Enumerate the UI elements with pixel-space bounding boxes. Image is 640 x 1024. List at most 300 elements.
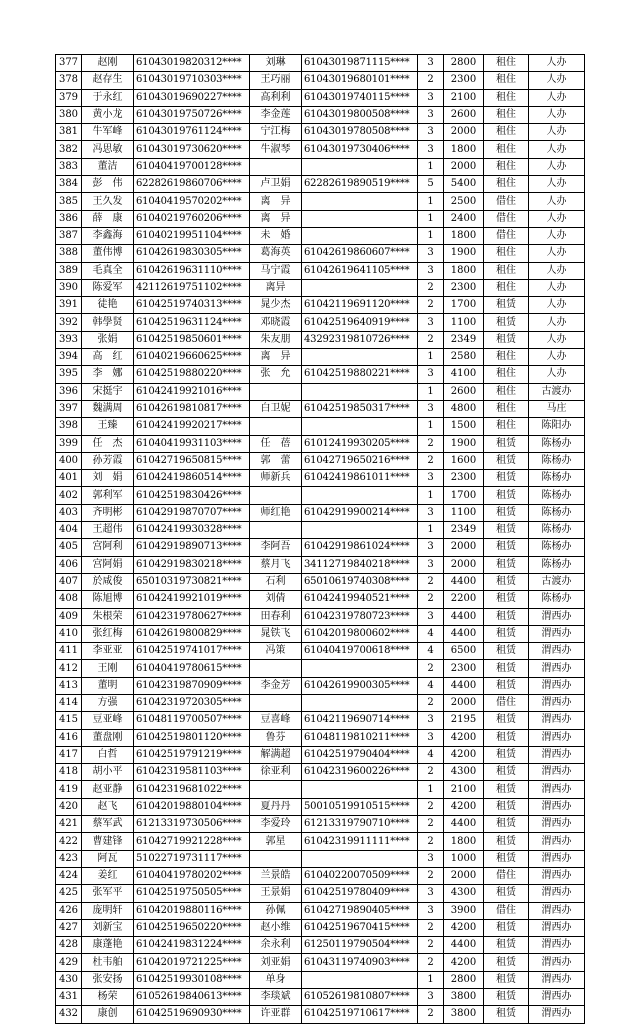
spouse-id: 61042319911111****	[302, 833, 418, 850]
income: 1800	[444, 833, 484, 850]
row-number: 426	[56, 902, 82, 919]
housing-status: 租住	[484, 124, 529, 141]
household-size: 2	[418, 452, 444, 469]
applicant-id: 61042519850601****	[134, 331, 250, 348]
row-number: 385	[56, 193, 82, 210]
household-size: 2	[418, 279, 444, 296]
applicant-name: 毛真全	[82, 262, 134, 279]
spouse-name	[250, 418, 302, 435]
applicant-name: 白哲	[82, 746, 134, 763]
applicant-id: 61052619840613****	[134, 989, 250, 1006]
table-row	[56, 504, 585, 521]
applicant-id: 61042519791219****	[134, 746, 250, 763]
applicant-id: 61042719650815****	[134, 452, 250, 469]
household-size: 2	[418, 694, 444, 711]
table-row	[56, 262, 585, 279]
table-row	[56, 850, 585, 867]
income: 2400	[444, 210, 484, 227]
housing-status: 租赁	[484, 885, 529, 902]
table-row	[56, 158, 585, 175]
office: 人办	[529, 158, 585, 175]
office: 马庄	[529, 400, 585, 417]
office: 人办	[529, 245, 585, 262]
office: 渭西办	[529, 798, 585, 815]
table-row	[56, 712, 585, 729]
spouse-name	[250, 781, 302, 798]
applicant-name: 李亚亚	[82, 643, 134, 660]
spouse-name: 蔡月飞	[250, 556, 302, 573]
table-row	[56, 867, 585, 884]
income: 2300	[444, 72, 484, 89]
row-number: 384	[56, 176, 82, 193]
row-number: 379	[56, 89, 82, 106]
spouse-id: 61043019730406****	[302, 141, 418, 158]
spouse-id	[302, 487, 418, 504]
table-row	[56, 331, 585, 348]
income: 3800	[444, 989, 484, 1006]
spouse-name: 马宁霞	[250, 262, 302, 279]
office: 人办	[529, 227, 585, 244]
household-size: 3	[418, 608, 444, 625]
table-row	[56, 141, 585, 158]
applicant-name: 方强	[82, 694, 134, 711]
row-number: 428	[56, 937, 82, 954]
office: 渭西办	[529, 1006, 585, 1023]
income: 3900	[444, 902, 484, 919]
applicant-name: 朱根荣	[82, 608, 134, 625]
spouse-id: 61042319600226****	[302, 764, 418, 781]
row-number: 412	[56, 660, 82, 677]
table-row	[56, 452, 585, 469]
income: 2349	[444, 522, 484, 539]
spouse-name: 鲁芬	[250, 729, 302, 746]
office: 陈杨办	[529, 470, 585, 487]
office: 渭西办	[529, 989, 585, 1006]
applicant-name: 李 娜	[82, 366, 134, 383]
office: 陈杨办	[529, 591, 585, 608]
applicant-name: 杜韦舶	[82, 954, 134, 971]
household-size: 1	[418, 487, 444, 504]
applicant-name: 于永红	[82, 89, 134, 106]
household-size: 3	[418, 400, 444, 417]
spouse-name: 李金芳	[250, 677, 302, 694]
applicant-id: 61042619810817****	[134, 400, 250, 417]
housing-status: 租赁	[484, 971, 529, 988]
row-number: 411	[56, 643, 82, 660]
housing-status: 租住	[484, 366, 529, 383]
spouse-name: 田春利	[250, 608, 302, 625]
income: 4400	[444, 816, 484, 833]
applicant-name: 魏满周	[82, 400, 134, 417]
spouse-id: 61042119690714****	[302, 712, 418, 729]
office: 陈杨办	[529, 435, 585, 452]
applicant-name: 刘新宝	[82, 919, 134, 936]
income: 2100	[444, 89, 484, 106]
applicant-name: 郭利军	[82, 487, 134, 504]
applicant-name: 杨荣	[82, 989, 134, 1006]
row-number: 408	[56, 591, 82, 608]
household-size: 2	[418, 297, 444, 314]
row-number: 407	[56, 573, 82, 590]
applicant-id: 61043019750726****	[134, 106, 250, 123]
household-size: 3	[418, 556, 444, 573]
applicant-id: 61042319720305****	[134, 694, 250, 711]
spouse-name: 宁江梅	[250, 124, 302, 141]
table-row	[56, 400, 585, 417]
row-number: 389	[56, 262, 82, 279]
spouse-name: 李琰斌	[250, 989, 302, 1006]
row-number: 397	[56, 400, 82, 417]
applicant-name: 黄小龙	[82, 106, 134, 123]
applicant-id: 61042319780627****	[134, 608, 250, 625]
row-number: 403	[56, 504, 82, 521]
applicant-name: 姜红	[82, 867, 134, 884]
row-number: 421	[56, 816, 82, 833]
household-size: 5	[418, 176, 444, 193]
applicant-id: 61042019880116****	[134, 902, 250, 919]
spouse-id: 62282619890519****	[302, 176, 418, 193]
row-number: 383	[56, 158, 82, 175]
applicant-name: 张军平	[82, 885, 134, 902]
spouse-id: 61040220070509****	[302, 867, 418, 884]
office: 渭西办	[529, 746, 585, 763]
row-number: 381	[56, 124, 82, 141]
row-number: 429	[56, 954, 82, 971]
applicant-name: 蔡军武	[82, 816, 134, 833]
income: 4400	[444, 608, 484, 625]
housing-status: 租赁	[484, 452, 529, 469]
spouse-name: 兰景皓	[250, 867, 302, 884]
housing-status: 借住	[484, 210, 529, 227]
spouse-name	[250, 158, 302, 175]
applicant-name: 孙芳霞	[82, 452, 134, 469]
spouse-id: 50010519910515****	[302, 798, 418, 815]
spouse-id: 61042519710617****	[302, 1006, 418, 1023]
applicant-name: 王超伟	[82, 522, 134, 539]
table-row	[56, 89, 585, 106]
spouse-id	[302, 158, 418, 175]
office: 渭西办	[529, 885, 585, 902]
spouse-name: 刘倩	[250, 591, 302, 608]
income: 1700	[444, 487, 484, 504]
household-size: 2	[418, 919, 444, 936]
household-size: 3	[418, 262, 444, 279]
row-number: 430	[56, 971, 82, 988]
table-row	[56, 418, 585, 435]
income: 4800	[444, 400, 484, 417]
income: 2000	[444, 867, 484, 884]
housing-status: 租赁	[484, 919, 529, 936]
household-size: 3	[418, 55, 444, 72]
table-row	[56, 573, 585, 590]
housing-status: 租赁	[484, 625, 529, 642]
income: 6500	[444, 643, 484, 660]
income: 2600	[444, 383, 484, 400]
applicant-id: 61042619830305****	[134, 245, 250, 262]
housing-status: 借住	[484, 193, 529, 210]
household-size: 2	[418, 435, 444, 452]
table-row	[56, 366, 585, 383]
row-number: 396	[56, 383, 82, 400]
applicant-id: 61042919830218****	[134, 556, 250, 573]
table-row	[56, 729, 585, 746]
table-row	[56, 383, 585, 400]
housing-status: 租赁	[484, 781, 529, 798]
household-size: 2	[418, 331, 444, 348]
office: 渭西办	[529, 781, 585, 798]
office: 渭西办	[529, 833, 585, 850]
spouse-id: 61043019680101****	[302, 72, 418, 89]
spouse-id	[302, 418, 418, 435]
household-size: 2	[418, 764, 444, 781]
table-row	[56, 556, 585, 573]
office: 古渡办	[529, 573, 585, 590]
spouse-name: 王巧丽	[250, 72, 302, 89]
spouse-id: 61043019780508****	[302, 124, 418, 141]
spouse-id: 61042719650216****	[302, 452, 418, 469]
income: 4300	[444, 764, 484, 781]
applicant-id: 42112619751102****	[134, 279, 250, 296]
applicant-name: 任 杰	[82, 435, 134, 452]
applicant-id: 61040219760206****	[134, 210, 250, 227]
applicant-name: 曹建锋	[82, 833, 134, 850]
table-row	[56, 954, 585, 971]
spouse-name: 豆喜峰	[250, 712, 302, 729]
spouse-id: 61042919861024****	[302, 539, 418, 556]
applicant-id: 61042019880104****	[134, 798, 250, 815]
income: 4200	[444, 729, 484, 746]
applicant-id: 61043019761124****	[134, 124, 250, 141]
spouse-id: 61048119810211****	[302, 729, 418, 746]
row-number: 418	[56, 764, 82, 781]
income: 2000	[444, 158, 484, 175]
housing-status: 租住	[484, 418, 529, 435]
spouse-name: 李阿吾	[250, 539, 302, 556]
spouse-id: 61040419700618****	[302, 643, 418, 660]
applicant-id: 61042519750505****	[134, 885, 250, 902]
housing-status: 租赁	[484, 746, 529, 763]
housing-status: 租赁	[484, 331, 529, 348]
applicant-id: 61042319870909****	[134, 677, 250, 694]
spouse-name: 邓晓霞	[250, 314, 302, 331]
spouse-name: 赵小维	[250, 919, 302, 936]
applicant-id: 61040419700128****	[134, 158, 250, 175]
housing-status: 租住	[484, 400, 529, 417]
spouse-id: 61042419940521****	[302, 591, 418, 608]
income: 2300	[444, 279, 484, 296]
spouse-id: 61042319780723****	[302, 608, 418, 625]
row-number: 427	[56, 919, 82, 936]
office: 人办	[529, 210, 585, 227]
income: 4400	[444, 573, 484, 590]
applicant-id: 61048119700507****	[134, 712, 250, 729]
household-size: 3	[418, 314, 444, 331]
applicant-id: 61042919890713****	[134, 539, 250, 556]
household-size: 3	[418, 504, 444, 521]
applicant-name: 冯思敏	[82, 141, 134, 158]
applicant-name: 宫阿利	[82, 539, 134, 556]
household-size: 4	[418, 625, 444, 642]
applicant-id: 61040219660625****	[134, 349, 250, 366]
spouse-name	[250, 487, 302, 504]
spouse-id: 65010619740308****	[302, 573, 418, 590]
spouse-name: 师新兵	[250, 470, 302, 487]
spouse-id: 61042519670415****	[302, 919, 418, 936]
spouse-id: 61250119790504****	[302, 937, 418, 954]
applicant-id: 61040219951104****	[134, 227, 250, 244]
household-size: 3	[418, 366, 444, 383]
applicant-id: 61042519930108****	[134, 971, 250, 988]
household-size: 2	[418, 591, 444, 608]
applicant-name: 王久发	[82, 193, 134, 210]
row-number: 386	[56, 210, 82, 227]
applicant-name: 王臻	[82, 418, 134, 435]
housing-status: 租赁	[484, 556, 529, 573]
row-number: 424	[56, 867, 82, 884]
spouse-id: 61042519790404****	[302, 746, 418, 763]
table-row	[56, 279, 585, 296]
row-number: 409	[56, 608, 82, 625]
office: 人办	[529, 106, 585, 123]
household-size: 3	[418, 902, 444, 919]
table-row	[56, 902, 585, 919]
spouse-id	[302, 383, 418, 400]
housing-status: 租住	[484, 383, 529, 400]
row-number: 416	[56, 729, 82, 746]
household-size: 2	[418, 867, 444, 884]
office: 渭西办	[529, 608, 585, 625]
housing-status: 租赁	[484, 937, 529, 954]
office: 陈杨办	[529, 504, 585, 521]
household-size: 2	[418, 937, 444, 954]
household-size: 1	[418, 971, 444, 988]
housing-status: 租赁	[484, 729, 529, 746]
spouse-name: 朱友朋	[250, 331, 302, 348]
applicant-name: 赵存生	[82, 72, 134, 89]
applicant-id: 61042719921228****	[134, 833, 250, 850]
office: 人办	[529, 124, 585, 141]
household-size: 1	[418, 158, 444, 175]
spouse-name	[250, 694, 302, 711]
office: 渭西办	[529, 694, 585, 711]
office: 古渡办	[529, 383, 585, 400]
applicant-name: 徒艳	[82, 297, 134, 314]
spouse-id: 61042919900214****	[302, 504, 418, 521]
income: 3800	[444, 1006, 484, 1023]
applicant-name: 王刚	[82, 660, 134, 677]
spouse-id: 61042119691120****	[302, 297, 418, 314]
office: 人办	[529, 72, 585, 89]
table-row	[56, 435, 585, 452]
row-number: 380	[56, 106, 82, 123]
income: 1000	[444, 850, 484, 867]
applicant-name: 张娟	[82, 331, 134, 348]
household-size: 2	[418, 798, 444, 815]
spouse-name: 孙佩	[250, 902, 302, 919]
table-row	[56, 539, 585, 556]
income: 2580	[444, 349, 484, 366]
spouse-id	[302, 971, 418, 988]
household-size: 2	[418, 954, 444, 971]
applicant-name: 胡小平	[82, 764, 134, 781]
row-number: 419	[56, 781, 82, 798]
office: 渭西办	[529, 764, 585, 781]
income: 4300	[444, 885, 484, 902]
applicant-name: 阿瓦	[82, 850, 134, 867]
applicant-id: 62282619860706****	[134, 176, 250, 193]
row-number: 417	[56, 746, 82, 763]
housing-status: 租赁	[484, 798, 529, 815]
income: 1100	[444, 504, 484, 521]
row-number: 420	[56, 798, 82, 815]
income: 4400	[444, 625, 484, 642]
housing-status: 租赁	[484, 608, 529, 625]
applicant-id: 61042519631124****	[134, 314, 250, 331]
table-row	[56, 660, 585, 677]
applicant-id: 61042419921019****	[134, 591, 250, 608]
office: 渭西办	[529, 971, 585, 988]
household-size: 2	[418, 573, 444, 590]
row-number: 431	[56, 989, 82, 1006]
row-number: 393	[56, 331, 82, 348]
applicant-name: 豆亚峰	[82, 712, 134, 729]
row-number: 388	[56, 245, 82, 262]
housing-status: 租住	[484, 176, 529, 193]
spouse-name: 夏丹丹	[250, 798, 302, 815]
office: 渭西办	[529, 660, 585, 677]
household-size: 3	[418, 989, 444, 1006]
applicant-name: 彭 伟	[82, 176, 134, 193]
table-row	[56, 764, 585, 781]
household-size: 3	[418, 712, 444, 729]
table-row	[56, 193, 585, 210]
office: 人办	[529, 193, 585, 210]
housing-status: 租住	[484, 279, 529, 296]
spouse-id	[302, 660, 418, 677]
spouse-id: 61042619900305****	[302, 677, 418, 694]
household-size: 3	[418, 245, 444, 262]
spouse-id: 43292319810726****	[302, 331, 418, 348]
row-number: 410	[56, 625, 82, 642]
household-size: 3	[418, 106, 444, 123]
office: 人办	[529, 279, 585, 296]
spouse-name: 张 允	[250, 366, 302, 383]
office: 渭西办	[529, 729, 585, 746]
office: 人办	[529, 262, 585, 279]
income: 2000	[444, 556, 484, 573]
housing-status: 租赁	[484, 850, 529, 867]
row-number: 399	[56, 435, 82, 452]
income: 4200	[444, 746, 484, 763]
household-size: 4	[418, 746, 444, 763]
spouse-name: 单身	[250, 971, 302, 988]
housing-status: 租赁	[484, 989, 529, 1006]
office: 陈杨办	[529, 452, 585, 469]
household-size: 2	[418, 72, 444, 89]
housing-status: 租赁	[484, 677, 529, 694]
table-row	[56, 694, 585, 711]
income: 1100	[444, 314, 484, 331]
spouse-id: 61042619860607****	[302, 245, 418, 262]
applicant-id: 61042319681022****	[134, 781, 250, 798]
office: 人办	[529, 89, 585, 106]
income: 1800	[444, 141, 484, 158]
household-size: 4	[418, 677, 444, 694]
row-number: 413	[56, 677, 82, 694]
applicant-id: 61042419860514****	[134, 470, 250, 487]
spouse-name: 牛淑琴	[250, 141, 302, 158]
household-size: 1	[418, 781, 444, 798]
